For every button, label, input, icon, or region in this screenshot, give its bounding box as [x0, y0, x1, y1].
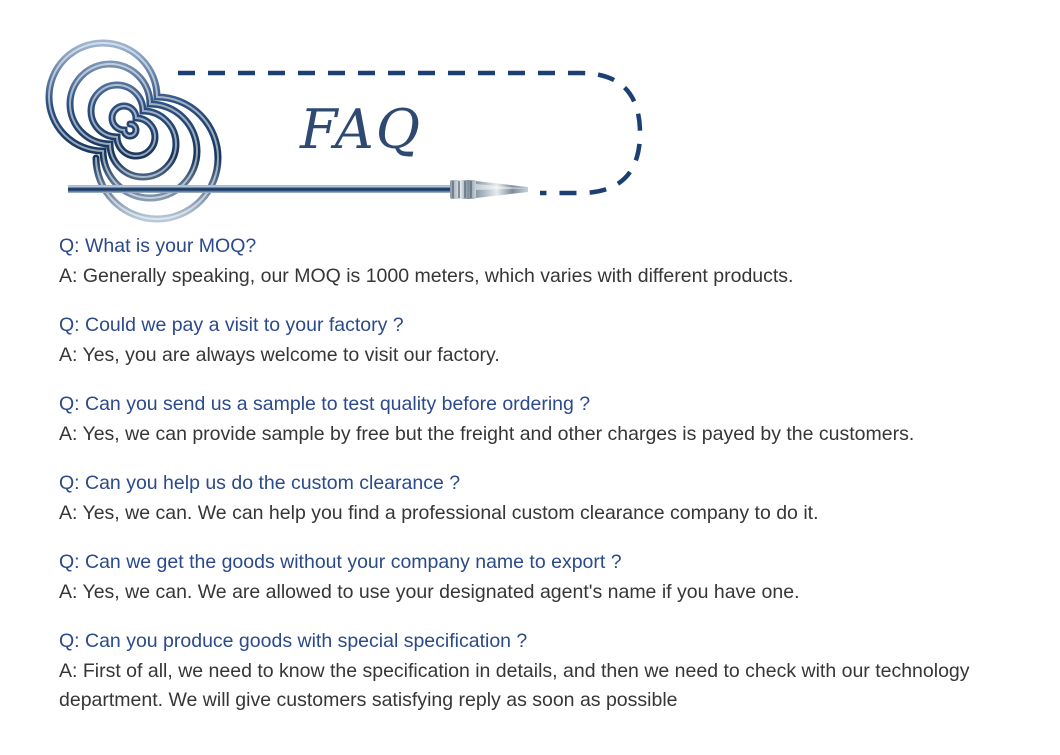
faq-question: Q: Could we pay a visit to your factory ? [59, 314, 404, 336]
faq-answer: A: Yes, we can. We are allowed to use your designated agent's name if you have one. [59, 581, 800, 603]
faq-answer: A: Yes, you are always welcome to visit our factory. [59, 344, 500, 366]
faq-question: Q: Can you send us a sample to test quality before ordering ? [59, 393, 591, 415]
faq-item [59, 548, 1019, 607]
faq-item [59, 627, 1019, 715]
faq-item [59, 311, 1019, 370]
faq-question: Q: What is your MOQ? [59, 235, 257, 257]
faq-answer: A: Yes, we can. We can help you find a professional custom clearance company to do it. [59, 502, 819, 524]
coiled-wire-icon [0, 0, 1060, 225]
faq-answer: A: Yes, we can provide sample by free but the freight and other charges is payed by the customers. [59, 423, 915, 445]
faq-question: Q: Can we get the goods without your company name to export ? [59, 551, 622, 573]
faq-question: Q: Can you produce goods with special specification ? [59, 630, 528, 652]
faq-answer: A: First of all, we need to know the specification in details, and then we need to check with our technology department. We will give customers satisfying reply as soon as possible [59, 660, 970, 711]
faq-list [59, 232, 1019, 735]
faq-answer: A: Generally speaking, our MOQ is 1000 meters, which varies with different products. [59, 265, 794, 287]
faq-item [59, 469, 1019, 528]
page-title: FAQ [300, 98, 423, 161]
faq-item [59, 232, 1019, 291]
faq-header-banner [0, 0, 1060, 225]
faq-item [59, 390, 1019, 449]
faq-question: Q: Can you help us do the custom clearance ? [59, 472, 461, 494]
